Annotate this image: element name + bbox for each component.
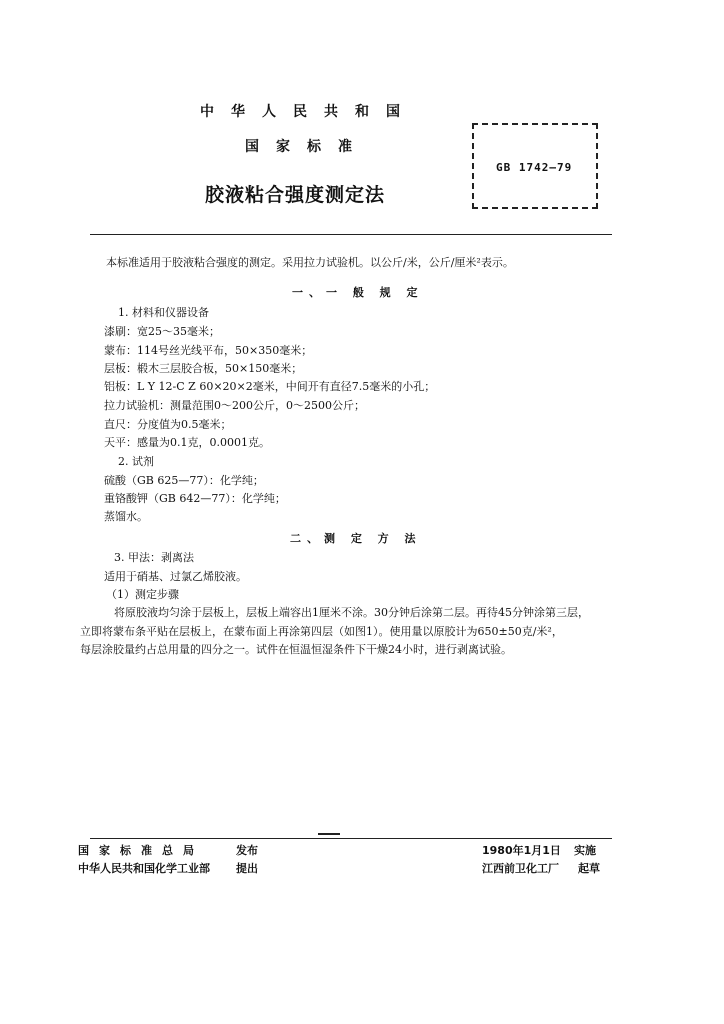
footer-divider	[90, 838, 612, 839]
section2-heading: 二、测 定 方 法	[290, 532, 422, 545]
standard-number: GB 1742—79	[496, 161, 573, 174]
document-title: 胶液粘合强度测定法	[205, 184, 386, 206]
material-line: 直尺：分度值为0.5毫米；	[104, 418, 232, 431]
draft-label: 起草	[578, 862, 600, 875]
material-line: 铝板：L Y 12-C Z 60×20×2毫米，中间开有直径7.5毫米的小孔；	[104, 380, 436, 393]
issuer: 国家标准总局	[78, 844, 204, 857]
procedure-line: 每层涂胶量约占总用量的四分之一。试件在恒温恒湿条件下干燥24小时，进行剥离试验。	[80, 643, 512, 656]
intro-text: 本标准适用于胶液粘合强度的测定。采用拉力试验机。以公斤/米，公斤/厘米²表示。	[106, 256, 514, 269]
material-line: 拉力试验机：测量范围0～200公斤，0～2500公斤；	[104, 399, 365, 412]
standard-number-box	[472, 123, 598, 209]
reagent-line: 硫酸（GB 625—77）：化学纯；	[104, 474, 264, 487]
footer-dash	[318, 833, 340, 835]
issue-label: 发布	[236, 844, 258, 857]
proposer: 中华人民共和国化学工业部	[78, 862, 210, 875]
material-line: 天平：感量为0.1克，0.0001克。	[104, 436, 270, 449]
header-divider	[90, 234, 612, 235]
material-line: 蒙布：114号丝光线平布，50×350毫米；	[104, 344, 313, 357]
country-name: 中华人民共和国	[200, 104, 417, 120]
section1-heading: 一、一 般 规 定	[292, 286, 424, 299]
material-line: 漆刷：宽25～35毫米；	[104, 325, 220, 338]
subsection-reagents: 2. 试剂	[118, 455, 154, 468]
standard-category: 国家标准	[245, 139, 369, 155]
subsection-materials: 1. 材料和仪器设备	[118, 306, 209, 319]
effective-label: 实施	[574, 844, 596, 857]
propose-label: 提出	[236, 862, 258, 875]
reagent-line: 蒸馏水。	[104, 510, 148, 523]
effective-date: 1980年1月1日	[482, 844, 561, 857]
applies-text: 适用于硝基、过氯乙烯胶液。	[104, 570, 247, 583]
reagent-line: 重铬酸钾（GB 642—77）：化学纯；	[104, 492, 286, 505]
procedure-line: 将原胶液均匀涂于层板上，层板上端容出1厘米不涂。30分钟后涂第二层。再待45分钟涂第三层，	[114, 606, 589, 619]
material-line: 层板：椴木三层胶合板，50×150毫米；	[104, 362, 303, 375]
procedure-heading: （1）测定步骤	[106, 588, 179, 601]
subsection-peel-method: 3. 甲法：剥离法	[114, 551, 194, 564]
procedure-line: 立即将蒙布条平贴在层板上，在蒙布面上再涂第四层（如图1）。使用量以原胶计为650±50克/米²，	[80, 625, 563, 638]
drafter: 江西前卫化工厂	[482, 862, 559, 875]
